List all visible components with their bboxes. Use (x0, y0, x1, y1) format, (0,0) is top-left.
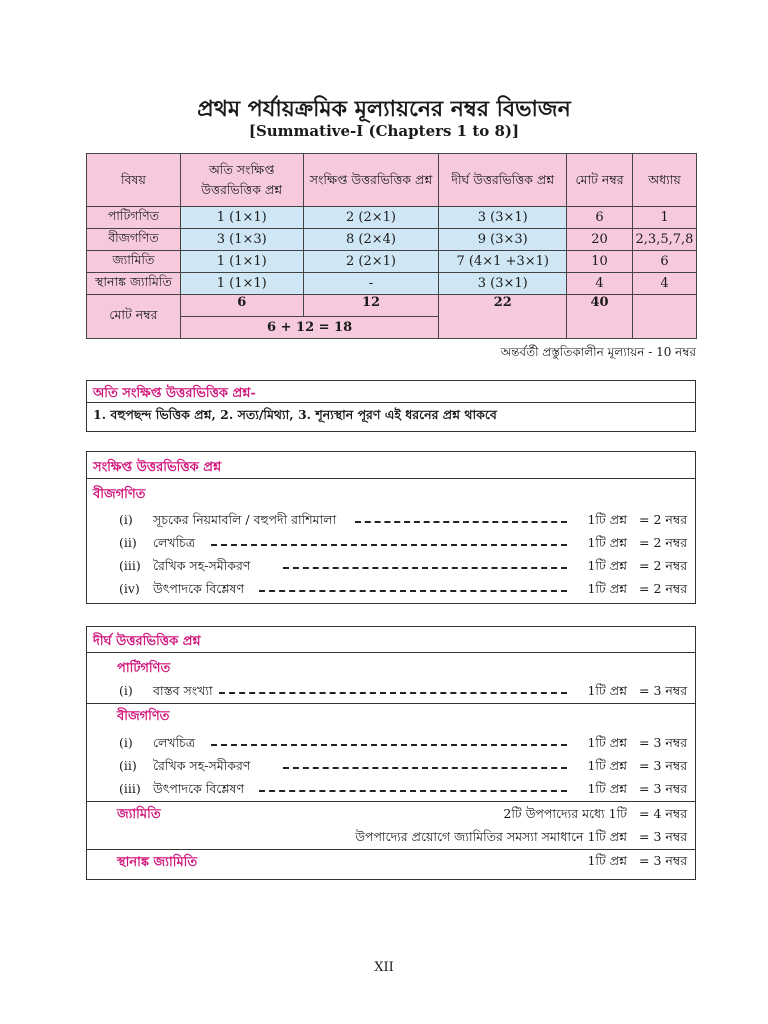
total-very-short: 6 (180, 295, 303, 317)
item-question-count: 1টি প্রশ্ন (587, 853, 627, 868)
item-question-count: উপপাদ্যের প্রয়োগে জ্যামিতির সমস্যা সমাধানে 1টি প্রশ্ন (355, 829, 627, 844)
header-chapter: অধ্যায় (632, 154, 696, 207)
table-cell: 9 (3×3) (439, 229, 567, 251)
total-chapter-empty (632, 295, 696, 339)
short-section-algebra: বীজগণিত (93, 487, 146, 502)
leader-line (219, 692, 567, 694)
table-row (87, 251, 697, 273)
header-short: সংক্ষিপ্ত উত্তরভিত্তিক প্রশ্ন (303, 154, 439, 207)
item-question-count: 1টি প্রশ্ন (587, 512, 627, 527)
long-section-coordinate-geometry: স্থানাঙ্ক জ্যামিতি (117, 855, 198, 870)
item-question-count: 1টি প্রশ্ন (587, 581, 627, 596)
internal-assessment-note: অন্তর্বর্তী প্রস্তুতিকালীন মূল্যায়ন - 10 নম্বর (500, 345, 696, 359)
divider (87, 703, 695, 704)
total-long: 22 (439, 295, 567, 339)
item-marks: = 3 নম্বর (639, 758, 688, 773)
item-number: (i) (119, 735, 133, 750)
leader-line (211, 544, 567, 546)
list-item (87, 579, 697, 599)
item-text: লেখচিত্র (153, 535, 196, 550)
table-cell: 2 (2×1) (303, 251, 439, 273)
long-heading: দীর্ঘ উত্তরভিত্তিক প্রশ্ন (87, 627, 695, 653)
table-cell: 3 (3×1) (439, 207, 567, 229)
divider (87, 849, 695, 850)
item-question-count: 1টি প্রশ্ন (587, 735, 627, 750)
leader-line (283, 767, 567, 769)
item-marks: = 3 নম্বর (639, 683, 688, 698)
item-question-count: 1টি প্রশ্ন (587, 781, 627, 796)
item-text: রৈখিক সহ-সমীকরণ (153, 558, 251, 573)
short-answer-box (86, 451, 696, 604)
long-section-arithmetic: পাটিগণিত (117, 661, 171, 676)
long-answer-box (86, 626, 696, 880)
long-section-geometry: জ্যামিতি (117, 807, 161, 822)
header-total: মোট নম্বর (567, 154, 633, 207)
table-cell: 1 (1×1) (180, 251, 303, 273)
list-item (87, 851, 697, 871)
list-item (87, 779, 697, 799)
list-item (87, 827, 697, 847)
page-subtitle: [Summative-I (Chapters 1 to 8)] (248, 122, 520, 140)
table-cell: - (303, 273, 439, 295)
item-text: উৎপাদকে বিশ্লেষণ (153, 781, 245, 796)
list-item (87, 756, 697, 776)
item-marks: = 3 নম্বর (639, 853, 688, 868)
table-row (87, 273, 697, 295)
item-number: (ii) (119, 758, 137, 773)
table-cell: 3 (3×1) (439, 273, 567, 295)
item-question-count: 1টি প্রশ্ন (587, 758, 627, 773)
table-header-row (87, 154, 697, 207)
item-question-count: 1টি প্রশ্ন (587, 535, 627, 550)
table-cell: পাটিগণিত (87, 207, 181, 229)
table-cell: 1 (1×1) (180, 207, 303, 229)
table-total-row (87, 295, 697, 317)
very-short-answer-box (86, 380, 696, 432)
header-long: দীর্ঘ উত্তরভিত্তিক প্রশ্ন (439, 154, 567, 207)
item-text: উৎপাদকে বিশ্লেষণ (153, 581, 245, 596)
leader-line (283, 567, 567, 569)
table-cell: 10 (567, 251, 633, 273)
leader-line (211, 744, 567, 746)
table-cell: 4 (567, 273, 633, 295)
page-number: XII (374, 960, 394, 975)
item-text: বাস্তব সংখ্যা (153, 683, 213, 698)
item-number: (iv) (119, 581, 140, 596)
table-cell: স্থানাঙ্ক জ্যামিতি (87, 273, 181, 295)
page-title: প্রথম পর্যায়ক্রমিক মূল্যায়নের নম্বর বিভাজন (197, 96, 571, 122)
item-question-count: 2টি উপপাদ্যের মধ্যে 1টি (503, 806, 627, 821)
total-short: 12 (303, 295, 439, 317)
item-number: (i) (119, 512, 133, 527)
item-marks: = 2 নম্বর (639, 558, 688, 573)
item-marks: = 3 নম্বর (639, 735, 688, 750)
list-item (87, 733, 697, 753)
short-heading: সংক্ষিপ্ত উত্তরভিত্তিক প্রশ্ন (87, 452, 695, 479)
total-all: 40 (567, 295, 633, 339)
divider (87, 801, 695, 802)
item-marks: = 3 নম্বর (639, 829, 688, 844)
item-marks: = 4 নম্বর (639, 806, 688, 821)
item-text: লেখচিত্র (153, 735, 196, 750)
table-cell: 7 (4×1 +3×1) (439, 251, 567, 273)
table-cell: 20 (567, 229, 633, 251)
table-cell: 4 (632, 273, 696, 295)
item-marks: = 2 নম্বর (639, 512, 688, 527)
item-marks: = 3 নম্বর (639, 781, 688, 796)
table-cell: 3 (1×3) (180, 229, 303, 251)
item-question-count: 1টি প্রশ্ন (587, 683, 627, 698)
header-subject: বিষয় (87, 154, 181, 207)
very-short-description: 1. বহুপছন্দ ভিত্তিক প্রশ্ন, 2. সত্য/মিথ্যা, 3. শূন্যস্থান পূরণ এই ধরনের প্রশ্ন থাকবে (93, 407, 497, 422)
item-number: (iii) (119, 558, 141, 573)
table-cell: 6 (632, 251, 696, 273)
header-very-short: অতি সংক্ষিপ্ত উত্তরভিত্তিক প্রশ্ন (180, 154, 303, 207)
combined-total: 6 + 12 = 18 (180, 317, 439, 339)
total-label: মোট নম্বর (87, 295, 181, 339)
item-number: (iii) (119, 781, 141, 796)
item-text: সূচকের নিয়মাবলি / বহুপদী রাশিমালা (153, 512, 337, 527)
table-cell: 6 (567, 207, 633, 229)
leader-line (259, 590, 567, 592)
item-marks: = 2 নম্বর (639, 535, 688, 550)
list-item (87, 533, 697, 553)
list-item (87, 681, 697, 701)
table-row (87, 207, 697, 229)
item-question-count: 1টি প্রশ্ন (587, 558, 627, 573)
table-cell: 2,3,5,7,8 (632, 229, 696, 251)
table-cell: বীজগণিত (87, 229, 181, 251)
table-cell: 1 (632, 207, 696, 229)
list-item (87, 556, 697, 576)
table-cell: 1 (1×1) (180, 273, 303, 295)
marks-distribution-table (86, 153, 697, 339)
leader-line (259, 790, 567, 792)
leader-line (355, 521, 567, 523)
item-marks: = 2 নম্বর (639, 581, 688, 596)
long-section-algebra: বীজগণিত (117, 709, 170, 724)
table-cell: 8 (2×4) (303, 229, 439, 251)
item-number: (ii) (119, 535, 137, 550)
item-number: (i) (119, 683, 133, 698)
list-item (87, 510, 697, 530)
list-item (87, 804, 697, 824)
very-short-heading: অতি সংক্ষিপ্ত উত্তরভিত্তিক প্রশ্ন- (87, 381, 695, 403)
item-text: রৈখিক সহ-সমীকরণ (153, 758, 251, 773)
table-cell: জ্যামিতি (87, 251, 181, 273)
table-cell: 2 (2×1) (303, 207, 439, 229)
table-row (87, 229, 697, 251)
